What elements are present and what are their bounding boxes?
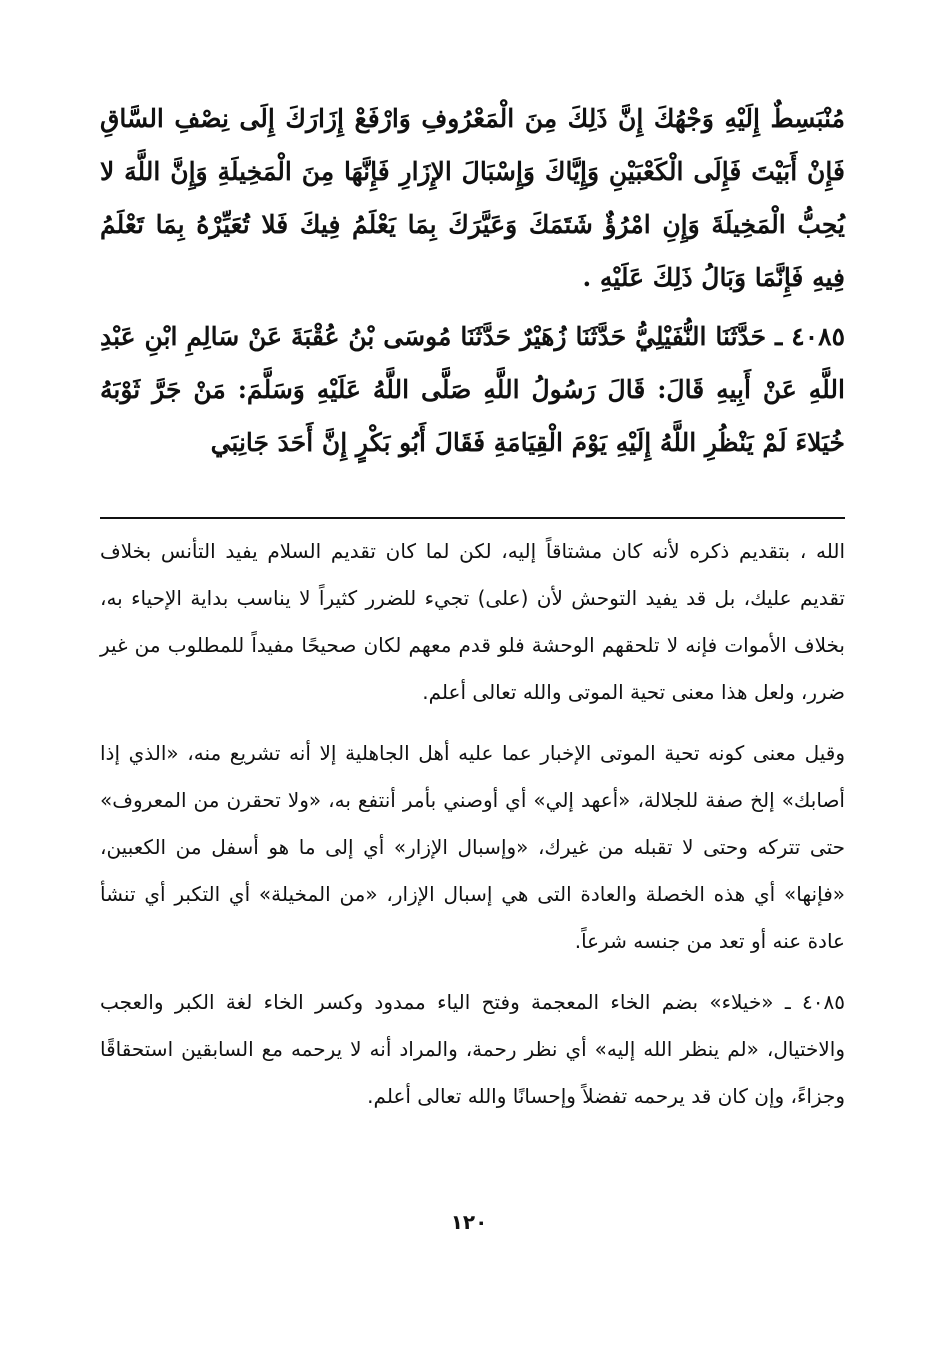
hadith-text: ـ حَدَّثَنَا النُّفَيْلِيُّ حَدَّثَنَا زُهَيْرٌ حَدَّثَنَا مُوسَى بْنُ عُقْبَةَ عَنْ سَالِمِ ابْنِ عَبْدِ اللَّهِ عَنْ أَبِيهِ قَالَ: قَالَ رَسُولُ اللَّهِ صَلَّى اللَّهُ عَلَيْهِ وَسَلَّمَ: مَنْ جَرَّ ثَوْبَهُ خُيَلاءَ لَمْ يَنْظُرِ اللَّهُ إِلَيْهِ يَوْمَ الْقِيَامَةِ فَقَالَ أَبُو بَكْرٍ إِنَّ أَحَدَ جَانِبَي <box>100 322 845 457</box>
note-paragraph: الله ، بتقديم ذكره لأنه كان مشتاقاً إليه، لكن لما كان تقديم السلام يفيد التأنس بخلاف تقديم عليك، بل قد يفيد التوحش لأن (على) تجيء للضرر كثيراً لا يناسب بداية الإحياء به، بخلاف الأموات فإنه لا تلحقهم الوحشة فلو قدم معهم لكان صحيحًا مفيداً للمطلوب من غير ضرر، ولعل هذا معنى تحية الموتى والله تعالى أعلم. <box>100 539 845 704</box>
main-paragraph: مُنْبَسِطٌ إِلَيْهِ وَجْهُكَ إِنَّ ذَلِكَ مِنَ الْمَعْرُوفِ وَارْفَعْ إِزَارَكَ إِلَى نِصْفِ السَّاقِ فَإِنْ أَبَيْتَ فَإِلَى الْكَعْبَيْنِ وَإِيَّاكَ وَإِسْبَالَ الإِزَارِ فَإِنَّهَا مِنَ الْمَخِيلَةِ وَإِنَّ اللَّهَ لا يُحِبُّ الْمَخِيلَةَ وَإِنِ امْرُؤٌ شَتَمَكَ وَعَيَّرَكَ بِمَا يَعْلَمُ فِيكَ فَلا تُعَيِّرْهُ بِمَا تَعْلَمُ فِيهِ فَإِنَّمَا وَبَالُ ذَلِكَ عَلَيْهِ . <box>100 104 845 292</box>
hadith-number: ٤٠٨٥ <box>791 322 845 351</box>
page-number: ١٢٠ <box>450 1210 488 1234</box>
commentary-notes <box>100 528 845 1120</box>
hadith-main-text <box>100 92 845 469</box>
note-paragraph: وقيل معنى كونه تحية الموتى الإخبار عما عليه أهل الجاهلية إلا أنه تشريع منه، «الذي إذا أصابك» إلخ صفة للجلالة، «أعهد إلي» أي أوصني بأمر أنتفع به، «ولا تحقرن من المعروف» حتى تتركه وحتى لا تقبله من غيرك، «وإسبال الإزار» أي إلى ما هو أسفل من الكعبين، «فإنها» أي هذه الخصلة والعادة التى هي إسبال الإزار، «من المخيلة» أي التكبر أي تنشأ عادة عنه أو تعد من جنسه شرعاً. <box>100 741 845 953</box>
footnote-divider <box>100 517 845 519</box>
note-paragraph: ٤٠٨٥ ـ «خيلاء» بضم الخاء المعجمة وفتح الياء ممدود وكسر الخاء لغة الكبر والعجب والاختيال، «لم ينظر الله إليه» أي نظر رحمة، والمراد أنه لا يرحمه مع السابقين استحقاقًا وجزاءً، وإن كان قد يرحمه تفضلاً وإحسانًا والله تعالى أعلم. <box>100 990 845 1108</box>
hadith-paragraph <box>100 310 845 469</box>
